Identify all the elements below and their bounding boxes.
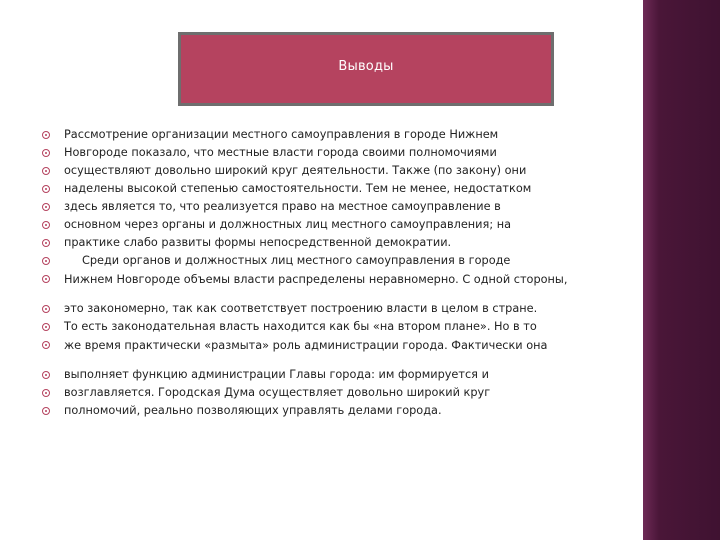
list-item-text: Среди органов и должностных лиц местного самоуправления в городе xyxy=(64,254,511,267)
list-item xyxy=(42,252,632,270)
bullet-icon xyxy=(42,341,50,349)
bullet-icon xyxy=(42,167,50,175)
bullet-icon xyxy=(42,257,50,265)
bullet-icon xyxy=(42,305,50,313)
list-item xyxy=(42,180,632,198)
list-item xyxy=(42,366,632,384)
bullet-icon xyxy=(42,203,50,211)
list-item-text: это закономерно, так как соответствует построению власти в целом в стране. xyxy=(64,302,538,315)
list-item-text: возглавляется. Городская Дума осуществляет довольно широкий круг xyxy=(64,386,491,399)
list-item-text: То есть законодательная власть находится как бы «на втором плане». Но в то xyxy=(64,320,537,333)
list-item-text: Рассмотрение организации местного самоуправления в городе Нижнем xyxy=(64,128,499,141)
bullet-icon xyxy=(42,131,50,139)
list-item xyxy=(42,300,632,318)
list-item xyxy=(42,234,632,252)
list-item-text: практике слабо развиты формы непосредственной демократии. xyxy=(64,236,452,249)
list-item xyxy=(42,216,632,234)
list-item xyxy=(42,318,632,336)
list-item-text: же время практически «размыта» роль администрации города. Фактически она xyxy=(64,339,548,352)
bullet-icon xyxy=(42,149,50,157)
bullet-icon xyxy=(42,239,50,247)
bullet-list xyxy=(42,126,632,420)
slide-title: Выводы xyxy=(338,58,394,74)
list-item-text: выполняет функцию администрации Главы города: им формируется и xyxy=(64,368,489,381)
bullet-icon xyxy=(42,185,50,193)
list-item-text: Новгороде показало, что местные власти города своими полномочиями xyxy=(64,146,497,159)
decorative-sidebar xyxy=(641,0,720,540)
bullet-icon xyxy=(42,221,50,229)
list-item xyxy=(42,126,632,144)
bullet-icon xyxy=(42,371,50,379)
list-item-text: полномочий, реально позволяющих управлять делами города. xyxy=(64,404,442,417)
bullet-icon xyxy=(42,323,50,331)
title-box xyxy=(178,32,554,106)
list-item xyxy=(42,384,632,402)
list-item-text: здесь является то, что реализуется право на местное самоуправление в xyxy=(64,200,501,213)
list-item xyxy=(42,198,632,216)
list-item xyxy=(42,402,632,420)
list-item xyxy=(42,144,632,162)
list-item-text: осуществляют довольно широкий круг деятельности. Также (по закону) они xyxy=(64,164,527,177)
list-item xyxy=(42,162,632,180)
bullet-icon xyxy=(42,407,50,415)
list-item-text: основном через органы и должностных лиц местного самоуправления; на xyxy=(64,218,512,231)
list-item-text: наделены высокой степенью самостоятельности. Тем не менее, недостатком xyxy=(64,182,532,195)
list-item xyxy=(42,270,632,300)
list-item-text: Нижнем Новгороде объемы власти распределены неравномерно. С одной стороны, xyxy=(64,273,568,286)
list-item xyxy=(42,336,632,366)
bullet-icon xyxy=(42,275,50,283)
bullet-icon xyxy=(42,389,50,397)
